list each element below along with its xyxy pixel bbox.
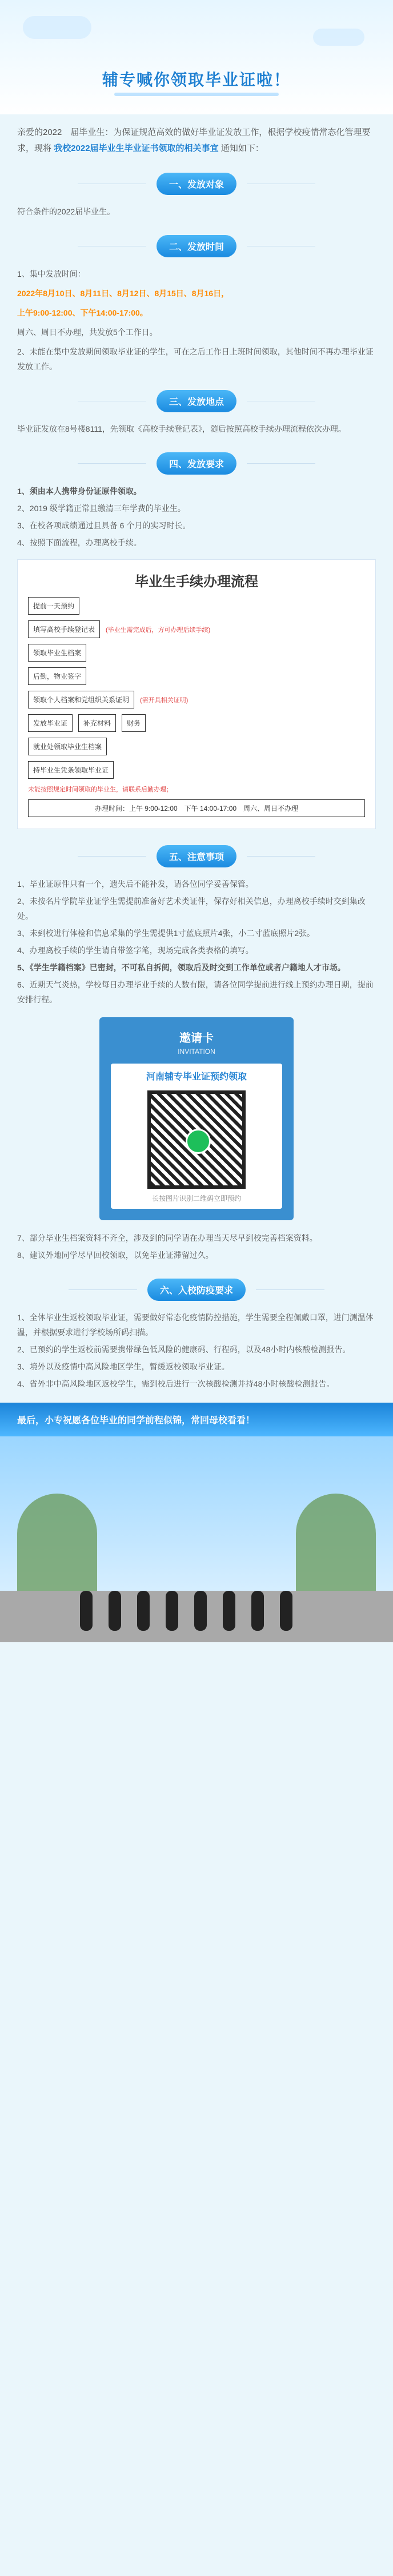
section-title-6: 六、入校防疫要求	[17, 1279, 376, 1301]
person	[251, 1591, 264, 1631]
invite-main: 河南辅专毕业证预约领取 长按图片识别二维码立即预约	[111, 1064, 282, 1209]
section-1-text: 符合条件的2022届毕业生。	[17, 207, 115, 216]
person	[194, 1591, 207, 1631]
divider	[69, 1289, 137, 1290]
process-flow: 毕业生手续办理流程 提前一天预约 填写高校手续登记表 (毕业生需完成后，方可办理后续手续) 领取毕业生档案 后勤，物业签字 领取个人档案和党组织关系证明 (需开具相关证明) 发放毕业证 补充材料 财务 就业处领取毕业生档案 持毕业生凭条领取毕业证 未能按照规定时间领取的毕业生，请联系后勤办理； 办理时间：上午 9:00-12:00 下午 14:00-17:00 周六、周日不办理	[17, 559, 376, 829]
cloud-decoration	[23, 16, 91, 39]
title-underline	[114, 93, 279, 96]
footer-banner: 最后，小专祝愿各位毕业的同学前程似锦，常回母校看看！	[0, 1403, 393, 1436]
person	[166, 1591, 178, 1631]
requirements-list: 1、须由本人携带身份证原件领取。 2、2019 级学籍正常且缴清三年学费的毕业生。 3、在校各项成绩通过且具备 6 个月的实习时长。 4、按照下面流程，办理离校手续。	[17, 487, 191, 547]
divider	[78, 856, 146, 857]
divider	[247, 463, 315, 464]
epidemic-list: 1、全体毕业生返校领取毕业证，需要做好常态化疫情防控措施，学生需要全程佩戴口罩，进门测温体温，并根据要求进行学校场所码扫描。 2、已预约的学生返校前需要携带绿色低风险的健康码、行程码，以及48小时内核酸检测报告。 3、境外以及疫情中高风险地区学生，暂缓返校领取毕业证。 4、省外非中高风险地区返校学生，需到校后进行一次核酸检测并持48小时核酸检测报告。	[17, 1313, 374, 1388]
section-title-4: 四、发放要求	[17, 452, 376, 475]
cloud-decoration	[313, 29, 364, 46]
section-title-3: 三、发放地点	[17, 390, 376, 412]
person	[137, 1591, 150, 1631]
qr-logo-icon	[186, 1129, 211, 1154]
hero-banner	[0, 0, 393, 114]
person	[80, 1591, 93, 1631]
person	[109, 1591, 121, 1631]
group-photo	[0, 1436, 393, 1642]
section-title-5: 五、注意事项	[17, 845, 376, 867]
person	[223, 1591, 235, 1631]
notes-list: 1、毕业证原件只有一个，遗失后不能补发，请各位同学妥善保管。 2、未按名片学院毕业证学生需提前准备好艺术类证件，保存好相关信息，办理离校手续时交到集改处。 3、未到校进行体检和信息采集的学生需提供1寸蓝底照片4张，小二寸蓝底照片2张。 4、办理离校手续的学生请自带签字笔，现场完成各类表格的填写。 5、《学生学籍档案》已密封，不可私自拆阅，领取后及时交到工作单位或者户籍地人才市场。 6、近期天气炎热，学校每日办理毕业手续的人数有限，请各位同学提前进行线上预约办理日期，提前安排行程。	[17, 879, 374, 1004]
invitation-card[interactable]: 邀请卡 INVITATION 河南辅专毕业证预约领取 长按图片识别二维码立即预约	[99, 1017, 294, 1220]
intro-text: 亲爱的2022 届毕业生：为保证规范高效的做好毕业证发放工作，根据学校疫情常态化管理要求，现将 我校2022届毕业生毕业证书领取的相关事宜 通知如下：	[17, 128, 371, 153]
page-title: 辅专喊你领取毕业证啦！	[102, 71, 291, 89]
content: 亲爱的2022 届毕业生：为保证规范高效的做好毕业证发放工作，根据学校疫情常态化管理要求，现将 我校2022届毕业生毕业证书领取的相关事宜 通知如下： 一、发放对象 符合条件的2022届毕业生。 二、发放时间 1、集中发放时间： 2022年8月10日、8月11日、8月12日、8月15日、8月16日， 上午9:00-12:00、下午14:00-17:00。 周六、周日不办理，共发放5个工作日。 2、未能在集中发放期间领取毕业证的学生，可在之后工作日上班时间领取，其他时间不再办理毕业证发放工作。 三、发放地点 毕业证发放在8号楼8111，先领取《高校手续登记表》，随后按照高校手续办理流程依次办理。 四、发放要求 1、须由本人携带身份证原件领取。 2、2019 级学籍正常且缴清三年学费的毕业生。 3、在校各项成绩通过且具备 6 个月的实习时长。 4、按照下面流程，办理离校手续。 毕业生手续办理流程 提前一天预约 填写高校手续登记表 (毕业生需完成后，方可办理后续手续) 领取毕业生档案 后勤，物业签字 领取个人档案和党组织关系证明 (需开具相关证明) 发放毕业证 补充材料 财务 就业处领取毕业生档案 持毕业生凭条领取毕业证 未能按照规定时间领取的毕业生，请联系后勤办理； 办理时间：上午 9:00-12:00 下午 14:00-17:00 周六、周日不办理 五、注意事项 1、毕业证原件只有一个，遗失后不能补发，请各位同学妥善保管。 2、未按名片学院毕业证学生需提前准备好艺术类证件，保存好相关信息，办理离校手续时交到集改处。 3、未到校进行体检和信息采集的学生需提供1寸蓝底照片4张，小二寸蓝底照片2张。 4、办理离校手续的学生请自带签字笔，现场完成各类表格的填写。 5、《学生学籍档案》已密封，不可私自拆阅，领取后及时交到工作单位或者户籍地人才市场。 6、近期天气炎热，学校每日办理毕业手续的人数有限，请各位同学提前进行线上预约办理日期，提前安排行程。 邀请卡 INVITATION 河南辅专毕业证预约领取 长按图片识别二维码立即预约 7、部分毕业生档案资料不齐全，涉及到的同学请在办理当天尽早到校完善档案资料。 8、建议外地同学尽早回校领取，以免毕业证滞留过久。 六、入校防疫要求 1、全体毕业生返校领取毕业证，需要做好常态化疫情防控措施，学生需要全程佩戴口罩，进门测温体温，并根据要求进行学校场所码扫描。 2、已预约的学生返校前需要携带绿色低风险的健康码、行程码，以及48小时内核酸检测报告。 3、境外以及疫情中高风险地区学生，暂缓返校领取毕业证。 4、省外非中高风险地区返校学生，需到校后进行一次核酸检测并持48小时核酸检测报告。	[0, 125, 393, 1391]
qr-code[interactable]	[147, 1090, 246, 1189]
section-title-1: 一、发放对象	[17, 173, 376, 195]
divider	[247, 856, 315, 857]
person	[280, 1591, 292, 1631]
notes-list-cont: 7、部分毕业生档案资料不齐全，涉及到的同学请在办理当天尽早到校完善档案资料。 8、建议外地同学尽早回校领取，以免毕业证滞留过久。	[17, 1233, 318, 1260]
section-title-2: 二、发放时间	[17, 235, 376, 257]
divider	[78, 463, 146, 464]
divider	[256, 1289, 324, 1290]
